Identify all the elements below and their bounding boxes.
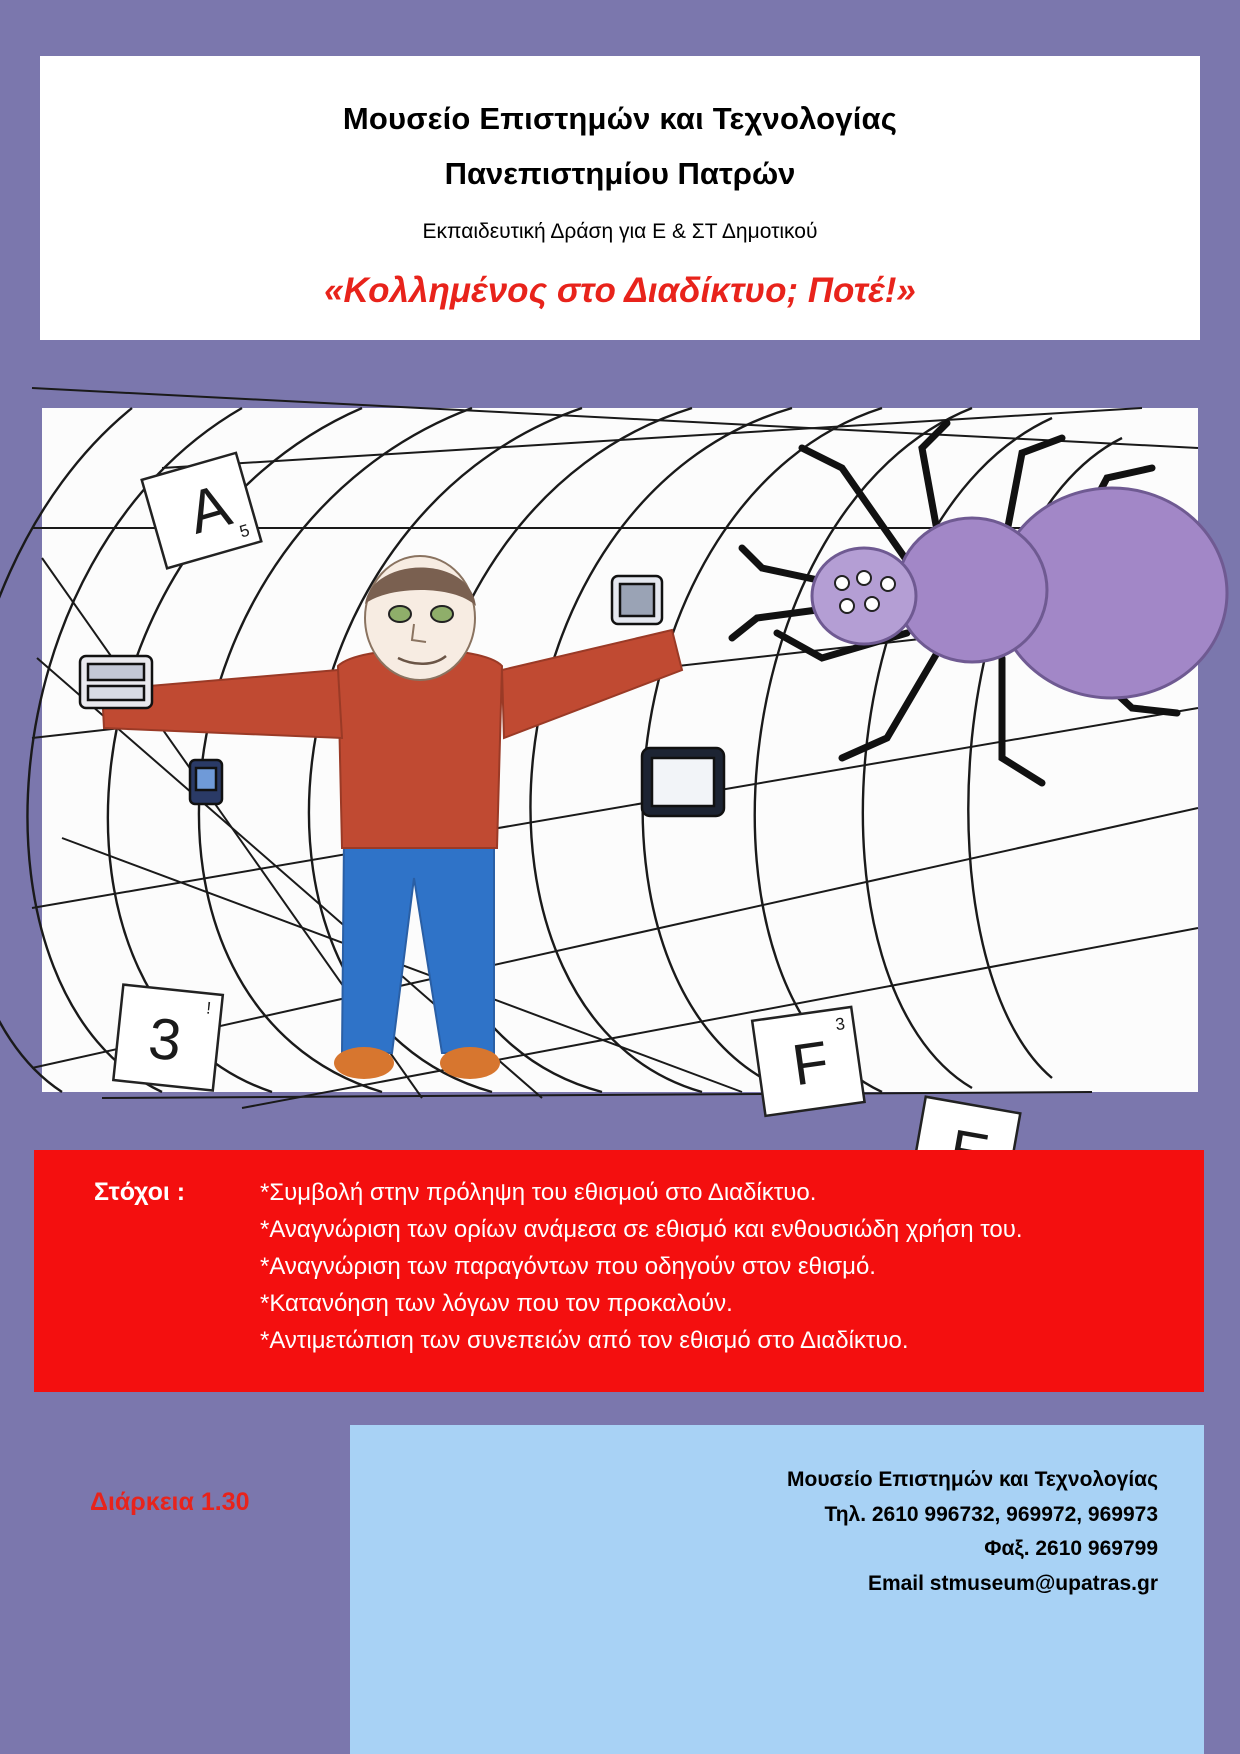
goals-list	[254, 1176, 1023, 1392]
contact-panel	[350, 1425, 1204, 1754]
svg-text:3: 3	[145, 1005, 185, 1074]
list-item: *Αναγνώριση των παραγόντων που οδηγούν στον εθισμό.	[260, 1253, 876, 1281]
list-item: *Αντιμετώπιση των συνεπειών από τον εθισμό στο Διαδίκτυο.	[260, 1327, 909, 1355]
list-item: *Συμβολή στην πρόληψη του εθισμού στο Διαδίκτυο.	[260, 1179, 817, 1206]
list-item: *Κατανόηση των λόγων που τον προκαλούν.	[260, 1290, 733, 1318]
svg-text:5: 5	[237, 520, 252, 542]
page-title: «Κολλημένος στο Διαδίκτυο; Ποτέ!»	[324, 270, 916, 310]
spiderweb-drawing-icon	[42, 408, 1198, 1099]
svg-text:3: 3	[834, 1014, 847, 1035]
header-panel	[40, 56, 1200, 340]
contact-organization: Μουσείο Επιστημών και Τεχνολογίας	[787, 1468, 1158, 1491]
svg-text:A: A	[180, 471, 238, 547]
organization-line-2: Πανεπιστημίου Πατρών	[444, 155, 796, 191]
illustration-panel	[42, 408, 1198, 1099]
list-item: *Αναγνώριση των ορίων ανάμεσα σε εθισμό και ενθουσιώδη χρήση του.	[260, 1216, 1023, 1244]
goals-label: Στόχοι :	[94, 1178, 186, 1206]
contact-phone: Τηλ. 2610 996732, 969972, 969973	[824, 1502, 1158, 1526]
svg-text:!: !	[205, 998, 213, 1018]
goals-panel	[34, 1150, 1204, 1392]
organization-line-1: Μουσείο Επιστημών και Τεχνολογίας	[342, 101, 898, 136]
subtitle: Εκπαιδευτική Δράση για Ε & ΣΤ Δημοτικού	[422, 219, 818, 243]
contact-fax: Φαξ. 2610 969799	[984, 1537, 1158, 1561]
svg-text:F: F	[788, 1028, 833, 1099]
duration-label: Διάρκεια 1.30	[90, 1488, 250, 1516]
contact-email: Email stmuseum@upatras.gr	[867, 1571, 1158, 1595]
